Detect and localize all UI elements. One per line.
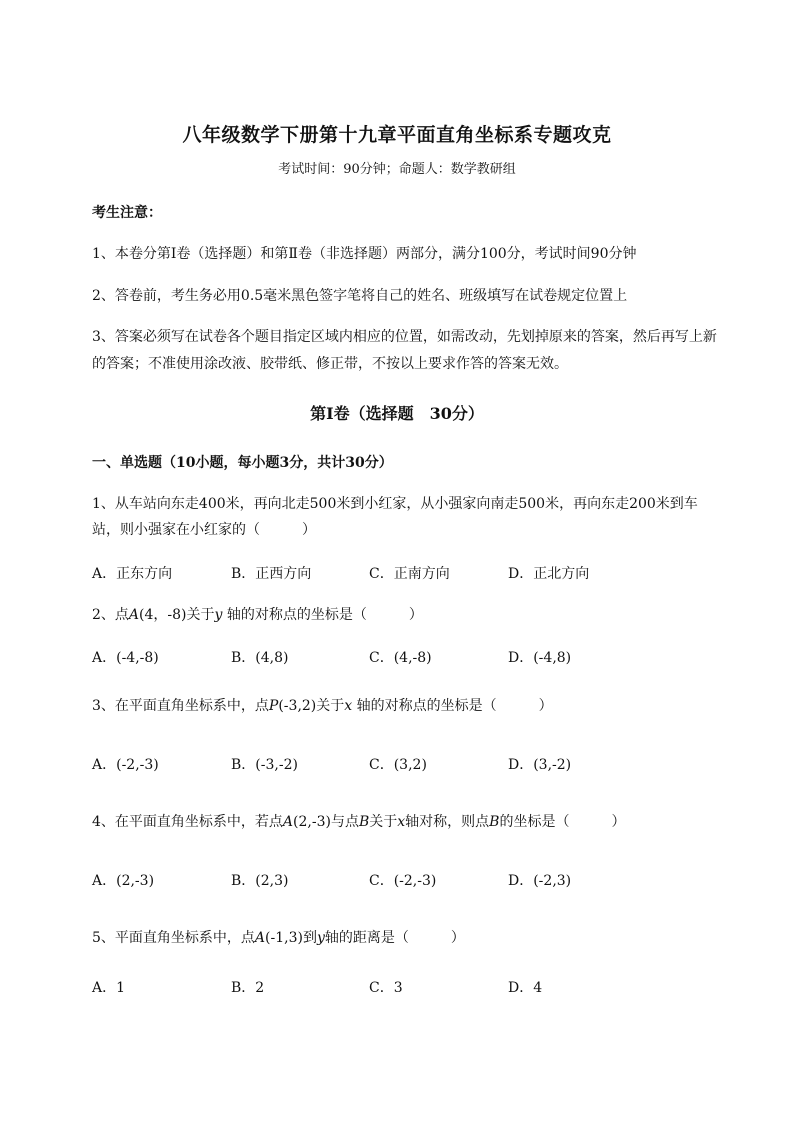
q5-text-c: 轴的距离是（ ） (324, 930, 465, 946)
part-heading: 一、单选题（10小题，每小题3分，共计30分） (92, 455, 393, 471)
question-2-option-d: D．(-4,8) (508, 650, 572, 666)
q3-text-c: 轴的对称点的坐标是（ ） (352, 698, 553, 714)
notice-item-3-continued: 的答案；不准使用涂改液、胶带纸、修正带，不按以上要求作答的答案无效。 (92, 356, 568, 372)
q3-point-label: P (268, 698, 279, 714)
question-2-option-c: C．(4,-8) (369, 650, 432, 666)
q4-point-b-label: B (358, 814, 370, 830)
q4-text-c: 关于 (369, 814, 398, 830)
q5-point-label: A (254, 930, 266, 946)
q4-point-a-label: A (282, 814, 294, 830)
question-2-stem (92, 604, 423, 624)
question-4-stem (92, 811, 625, 831)
question-3-stem (92, 695, 553, 715)
notice-item-1: 1、本卷分第I卷（选择题）和第Ⅱ卷（非选择题）两部分，满分100分，考试时间90分钟 (92, 246, 637, 262)
q3-text-a: 3、在平面直角坐标系中，点 (92, 698, 269, 714)
question-5-option-c: C．3 (369, 980, 403, 996)
question-5-option-d: D．4 (508, 980, 543, 996)
notice-item-2: 2、答卷前，考生务必用0.5毫米黑色签字笔将自己的姓名、班级填写在试卷规定位置上 (92, 288, 628, 304)
question-1-line-2: 站，则小强家在小红家的（ ） (92, 522, 316, 538)
question-3-option-d: D．(3,-2) (508, 757, 572, 773)
question-2-option-b: B．(4,8) (231, 650, 289, 666)
question-4-option-d: D．(-2,3) (508, 873, 572, 889)
section-title: 第I卷（选择题 30分） (310, 404, 484, 423)
q4-axis-label: x (397, 814, 406, 830)
q2-text-c: 轴的对称点的坐标是（ ） (222, 607, 423, 623)
notice-heading: 考生注意： (92, 205, 162, 221)
question-4-option-b: B．(2,3) (231, 873, 289, 889)
page-title: 八年级数学下册第十九章平面直角坐标系专题攻克 (182, 124, 612, 146)
question-3-option-a: A．(-2,-3) (92, 757, 159, 773)
question-1-option-a: A．正东方向 (92, 566, 173, 582)
q5-text-a: 5、平面直角坐标系中，点 (92, 930, 255, 946)
q2-text-b: (4，-8)关于 (139, 607, 215, 623)
question-4-option-c: C．(-2,-3) (369, 873, 437, 889)
question-1-option-c: C．正南方向 (369, 566, 450, 582)
notice-item-3: 3、答案必须写在试卷各个题目指定区域内相应的位置，如需改动，先划掉原来的答案，然后再写上新 (92, 329, 717, 345)
question-2-option-a: A．(-4,-8) (92, 650, 159, 666)
q5-axis-label: y (316, 930, 325, 946)
question-5-stem (92, 927, 465, 947)
question-1-option-b: B．正西方向 (231, 566, 312, 582)
q4-text-e: 的坐标是（ ） (499, 814, 626, 830)
q4-text-d: 轴对称，则点 (405, 814, 490, 830)
q4-text-b: (2,-3)与点 (293, 814, 359, 830)
question-5-option-a: A．1 (92, 980, 126, 996)
page-subtitle: 考试时间：90分钟；命题人：数学教研组 (278, 162, 516, 177)
question-3-option-b: B．(-3,-2) (231, 757, 298, 773)
q4-point-b-label-2: B (489, 814, 500, 830)
q4-text-a: 4、在平面直角坐标系中，若点 (92, 814, 283, 830)
question-1-option-d: D．正北方向 (508, 566, 590, 582)
question-4-option-a: A．(2,-3) (92, 873, 155, 889)
question-3-option-c: C．(3,2) (369, 757, 427, 773)
q2-point-label: A (128, 607, 140, 623)
q3-text-b: (-3,2)关于 (278, 698, 345, 714)
question-1-line-1: 1、从车站向东走400米，再向北走500米到小红家，从小强家向南走500米，再向东走200米到车 (92, 496, 698, 512)
q2-text-a: 2、点 (92, 607, 129, 623)
q5-text-b: (-1,3)到 (265, 930, 317, 946)
question-5-option-b: B．2 (231, 980, 265, 996)
q3-axis-label: x (344, 698, 353, 714)
q2-axis-label: y (214, 607, 223, 623)
